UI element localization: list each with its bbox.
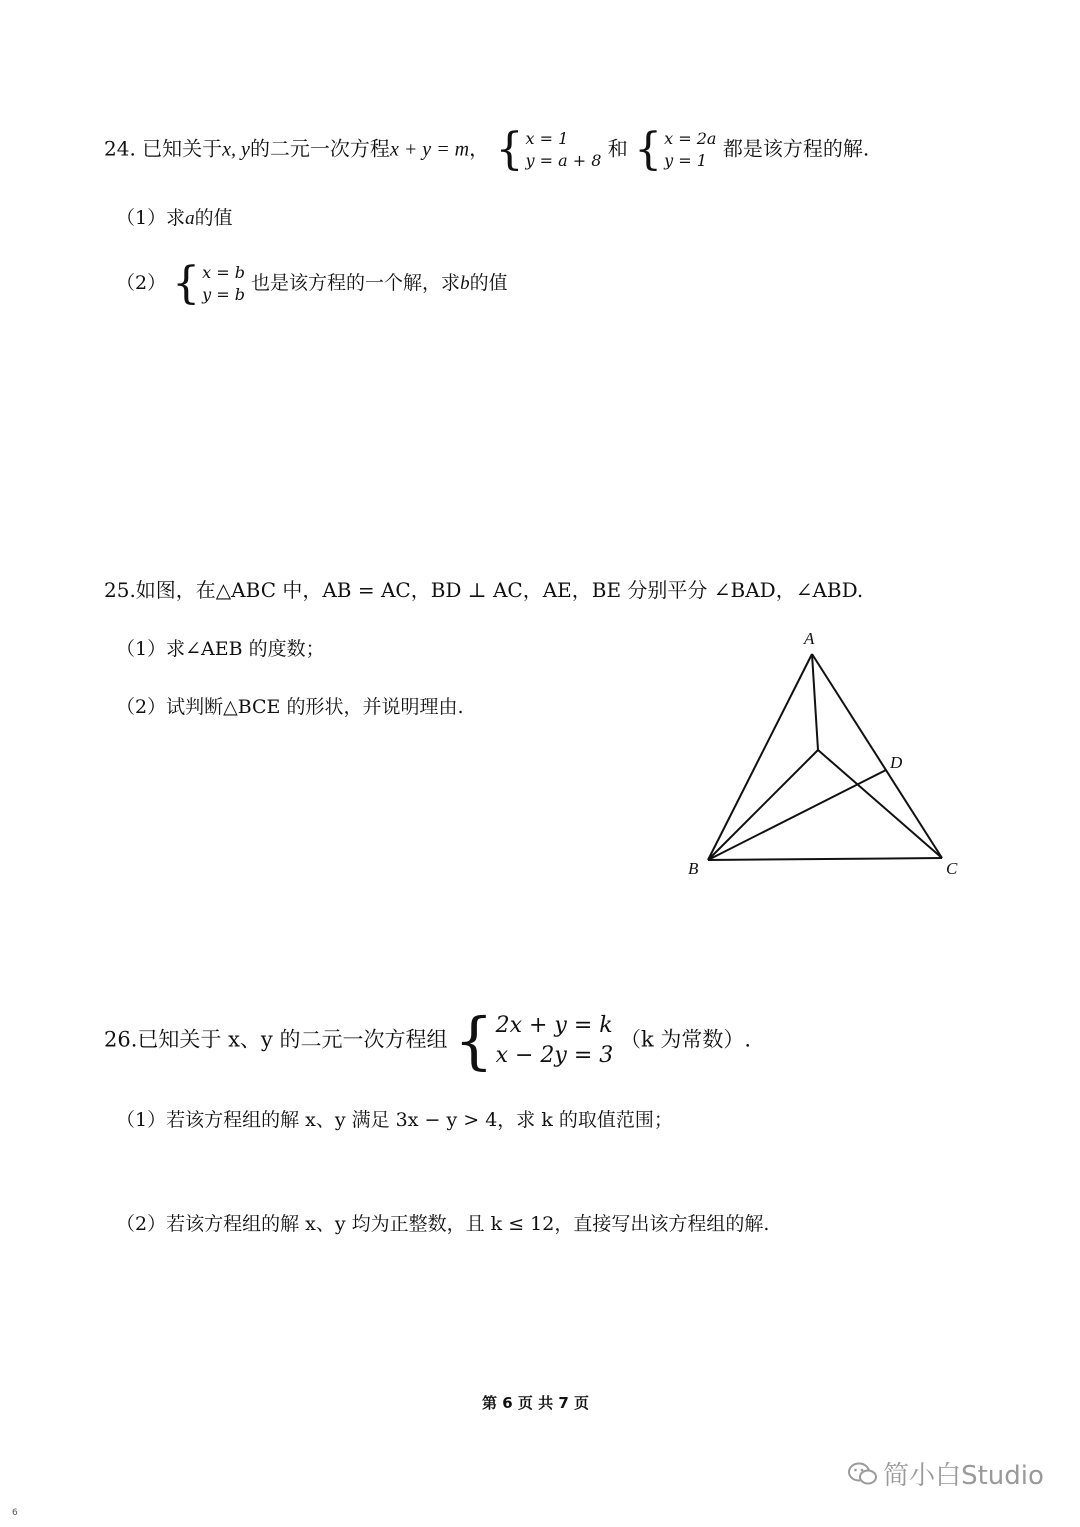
q24-number: 24. [104,136,136,161]
segment-ae [812,654,818,750]
corner-mark: 6 [12,1508,18,1518]
label-c: C [946,859,958,878]
page-footer: 第 6 页 共 7 页 [482,1394,589,1412]
label-d: D [890,753,903,772]
q26-part-2: （2）若该方程组的解 x、y 均为正整数，且 k ≤ 12，直接写出该方程组的解. [116,1213,770,1235]
label-a: A [804,629,815,648]
q24-system-1: { x = 1 y = a + 8 [495,124,602,175]
q24-part-1: （1）求a的值 [116,207,233,229]
watermark [848,1455,1044,1492]
label-b: B [688,859,699,878]
triangle-figure [670,620,990,890]
segment-ac [812,654,942,858]
q24-equation: x + y = m [389,138,470,161]
segment-be [708,750,818,860]
q24-system-3: { x = b y = b [172,258,245,309]
q25-part-2: （2）试判断△BCE 的形状，并说明理由. [116,696,464,718]
segment-bd [708,770,886,860]
q25-part-1: （1）求∠AEB 的度数； [116,638,325,660]
q25-stem: 25.如图，在△ABC 中，AB = AC，BD ⊥ AC，AE，BE 分别平分 ∠BAD，∠ABD. [104,578,864,602]
q24-stem: 24. 已知关于x, y的二元一次方程x + y = m， { x = 1 y = a + 8 和 { x = 2a y = 1 都是该方程的解. [104,124,870,175]
segment-bc [708,858,942,860]
q26-stem: 26.已知关于 x、y 的二元一次方程组 { 2x + y = k x − 2y = 3 （k 为常数）. [104,1004,752,1077]
q24-system-2: { x = 2a y = 1 [634,124,717,175]
segment-ab [708,654,812,860]
q26-part-1: （1）若该方程组的解 x、y 满足 3x − y > 4，求 k 的取值范围； [116,1109,673,1131]
q24-part-2: （2） { x = b y = b 也是该方程的一个解，求b的值 [116,258,508,309]
watermark-text: 简小白Studio [883,1461,1044,1491]
wechat-icon [848,1461,878,1487]
q26-system: { 2x + y = k x − 2y = 3 [454,1004,614,1077]
segment-ec [818,750,942,858]
